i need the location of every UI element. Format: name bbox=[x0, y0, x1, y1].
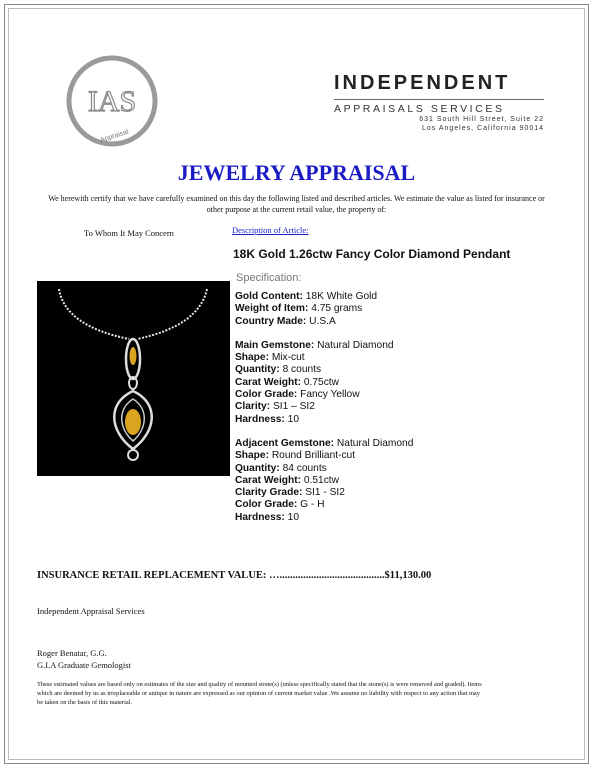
spec-row bbox=[235, 463, 413, 475]
spec-label: Carat Weight: bbox=[235, 376, 302, 388]
company-header bbox=[334, 72, 544, 133]
owner-name: To Whom It May Concern bbox=[84, 228, 174, 238]
spec-value: U.S.A bbox=[309, 315, 336, 327]
description-label: Description of Article: bbox=[232, 225, 309, 235]
spec-row bbox=[235, 377, 413, 389]
spec-label: Carat Weight: bbox=[235, 474, 302, 486]
company-signature: Independent Appraisal Services bbox=[37, 606, 145, 616]
spec-label: Clarity: bbox=[235, 401, 271, 413]
spec-row bbox=[235, 487, 413, 499]
spec-row bbox=[235, 438, 413, 450]
spec-row bbox=[235, 401, 413, 413]
specification-label: Specification: bbox=[236, 272, 302, 284]
spec-label: Weight of Item: bbox=[235, 303, 309, 315]
spec-value: Round Brilliant-cut bbox=[271, 450, 356, 462]
spec-label: Gold Content: bbox=[235, 291, 303, 302]
spec-value: Mix-cut bbox=[271, 352, 305, 364]
spec-value: 4.75 grams bbox=[311, 303, 363, 315]
spec-label: Shape: bbox=[235, 352, 269, 364]
company-address-line2: Los Angeles, California 90014 bbox=[421, 125, 544, 132]
appraiser-name: Roger Benatar, G.G. bbox=[37, 648, 107, 658]
spec-label: Color Grade: bbox=[235, 499, 298, 511]
spec-label: Quantity: bbox=[235, 364, 280, 376]
article-title: 18K Gold 1.26ctw Fancy Color Diamond Pendant bbox=[233, 247, 511, 261]
spec-row bbox=[235, 316, 413, 328]
company-address-line1: 631 South Hill Street, Suite 22 bbox=[419, 116, 544, 123]
spec-value: SI1 - SI2 bbox=[305, 487, 345, 499]
spec-row bbox=[235, 364, 413, 376]
ias-logo-text: IAS bbox=[87, 85, 137, 118]
specification-list bbox=[235, 291, 413, 524]
spec-label: Hardness: bbox=[235, 511, 285, 523]
replacement-value: INSURANCE RETAIL REPLACEMENT VALUE: …........................................$11,130.00 bbox=[37, 570, 432, 581]
spec-label: Hardness: bbox=[235, 413, 285, 425]
spec-value: Natural Diamond bbox=[336, 437, 414, 449]
appraiser-title: G.I.A Graduate Gemologist bbox=[37, 660, 131, 670]
company-divider bbox=[334, 99, 544, 100]
spec-row bbox=[235, 414, 413, 426]
spacer bbox=[235, 426, 413, 438]
spec-row bbox=[235, 352, 413, 364]
document-title: JEWELRY APPRAISAL bbox=[177, 160, 416, 185]
spec-label: Clarity Grade: bbox=[235, 487, 303, 499]
spec-label: Color Grade: bbox=[235, 389, 298, 401]
spec-value: Fancy Yellow bbox=[300, 389, 360, 401]
spec-row bbox=[235, 512, 413, 524]
spec-value: 18K White Gold bbox=[305, 291, 378, 302]
spec-label: Shape: bbox=[235, 450, 269, 462]
spacer bbox=[235, 328, 413, 340]
spec-value: 8 counts bbox=[282, 364, 322, 376]
spec-row bbox=[235, 450, 413, 462]
ias-logo bbox=[66, 55, 158, 147]
spec-value: SI1 – SI2 bbox=[272, 401, 315, 413]
pendant-image bbox=[37, 281, 230, 476]
spec-value: Natural Diamond bbox=[317, 339, 394, 351]
spec-row bbox=[235, 389, 413, 401]
spec-value: 0.75ctw bbox=[303, 376, 339, 388]
spec-value: 84 counts bbox=[282, 462, 327, 474]
company-subtitle: APPRAISALS SERVICES bbox=[334, 103, 505, 115]
spec-row bbox=[235, 499, 413, 511]
appraiser-block bbox=[37, 647, 131, 671]
spec-label: Quantity: bbox=[235, 462, 280, 474]
spec-label: Adjacent Gemstone: bbox=[235, 437, 335, 449]
spec-label: Main Gemstone: bbox=[235, 339, 315, 351]
spec-row bbox=[235, 340, 413, 352]
certification-text: We herewith certify that we have carefully examined on this day the following listed and described articles. We estimate the value as listed for insurance or other purpose at the current retail value, the property of: bbox=[48, 194, 545, 214]
spec-value: 10 bbox=[287, 511, 300, 523]
spec-row bbox=[235, 291, 413, 303]
spec-value: G - H bbox=[300, 499, 325, 511]
company-name: INDEPENDENT bbox=[334, 72, 511, 94]
spec-value: 10 bbox=[287, 413, 300, 425]
pendant-photo bbox=[37, 281, 230, 476]
spec-row bbox=[235, 303, 413, 315]
spec-row bbox=[235, 475, 413, 487]
spec-value: 0.51ctw bbox=[303, 474, 339, 486]
ias-logo-ring-text: Appraisal bbox=[99, 128, 130, 145]
disclaimer: These estimated values are based only on estimates of the size and quality of mounted stone(s) (unless specifically stated that the stone(s) is were removed and graded). Items which are deemed by us as irreplaceable or antique in nature are expressed as our opinion of current market value .We assume no liability with respect to any action that may be taken on the basis of this material. bbox=[37, 681, 482, 706]
spec-label: Country Made: bbox=[235, 315, 307, 327]
